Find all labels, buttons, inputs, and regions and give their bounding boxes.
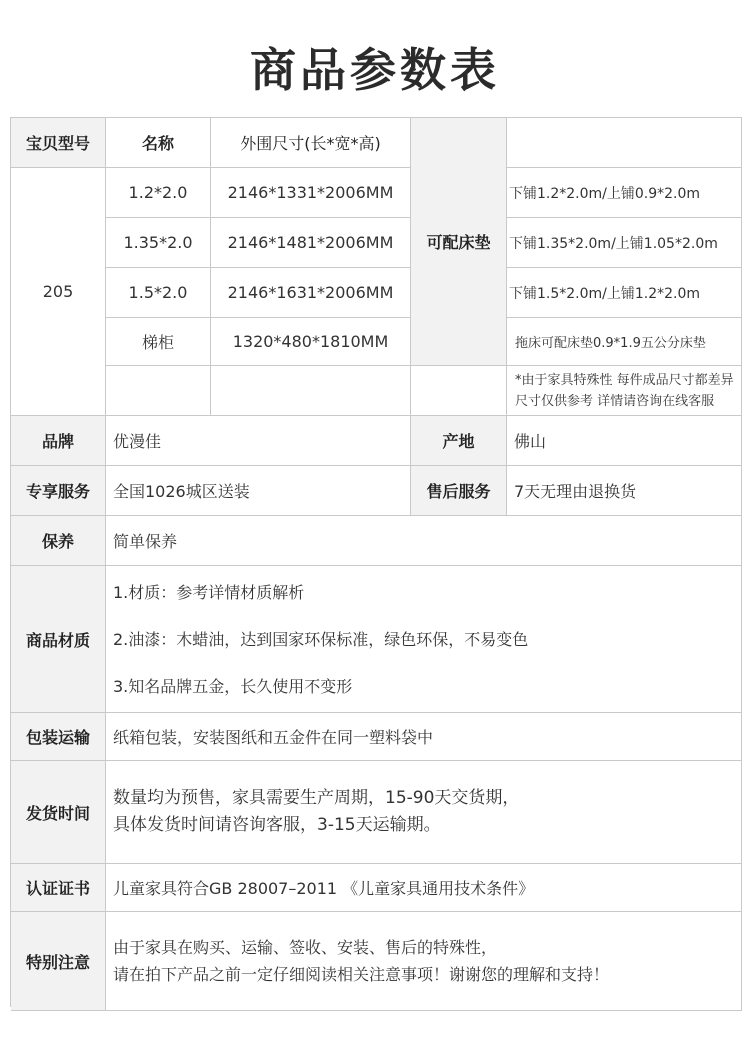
care-value: 简单保养 [106, 516, 742, 566]
material-line: 2.油漆：木蜡油，达到国家环保标准，绿色环保，不易变色 [113, 629, 529, 649]
delivery-line: 数量均为预售，家具需要生产周期，15-90天交货期， [113, 788, 520, 808]
header-size: 外围尺寸(长*宽*高) [211, 118, 411, 168]
size-note: *由于家具特殊性 每件成品尺寸都差异 尺寸仅供参考 详情请咨询在线客服 [507, 366, 742, 416]
notice-line: 请在拍下产品之前一定仔细阅读相关注意事项！谢谢您的理解和支持！ [113, 965, 610, 984]
material-line: 1.材质：参考详情材质解析 [113, 582, 305, 602]
material-line: 3.知名品牌五金，长久使用不变形 [113, 676, 353, 696]
brand-value: 优漫佳 [106, 416, 411, 466]
header-mattress: 可配床垫 [411, 118, 507, 366]
blank-cell [211, 366, 411, 416]
header-model: 宝贝型号 [11, 118, 106, 168]
notice-text [106, 912, 742, 1011]
delivery-text [106, 761, 742, 864]
delivery-line: 具体发货时间请咨询客服，3-15天运输期。 [113, 815, 441, 835]
origin-value: 佛山 [507, 416, 742, 466]
after-sales-value: 7天无理由退换货 [507, 466, 742, 516]
product-name: 梯柜 [106, 318, 211, 366]
product-name: 1.2*2.0 [106, 168, 211, 218]
parameter-table [10, 117, 742, 1007]
material-list [106, 566, 742, 713]
delivery-label: 发货时间 [11, 761, 106, 864]
header-name: 名称 [106, 118, 211, 168]
blank-cell [411, 366, 507, 416]
product-mattress: 下铺1.35*2.0m/上铺1.05*2.0m [507, 218, 742, 268]
certification-value: 儿童家具符合GB 28007–2011 《儿童家具通用技术条件》 [106, 864, 742, 912]
page-title: 商品参数表 [250, 43, 500, 97]
packing-label: 包装运输 [11, 713, 106, 761]
product-size: 2146*1631*2006MM [211, 268, 411, 318]
model-number: 205 [11, 168, 106, 416]
origin-label: 产地 [411, 416, 507, 466]
product-mattress: 下铺1.5*2.0m/上铺1.2*2.0m [507, 268, 742, 318]
product-size: 1320*480*1810MM [211, 318, 411, 366]
after-sales-label: 售后服务 [411, 466, 507, 516]
product-name: 1.5*2.0 [106, 268, 211, 318]
notice-label: 特别注意 [11, 912, 106, 1011]
blank-cell [106, 366, 211, 416]
product-size: 2146*1481*2006MM [211, 218, 411, 268]
notice-line: 由于家具在购买、运输、签收、安装、售后的特殊性， [113, 938, 498, 957]
product-mattress: 拖床可配床垫0.9*1.9五公分床垫 [507, 318, 742, 366]
service-label: 专享服务 [11, 466, 106, 516]
header-mattress-blank [507, 118, 742, 168]
product-name: 1.35*2.0 [106, 218, 211, 268]
care-label: 保养 [11, 516, 106, 566]
packing-value: 纸箱包装，安装图纸和五金件在同一塑料袋中 [106, 713, 742, 761]
service-value: 全国1026城区送装 [106, 466, 411, 516]
brand-label: 品牌 [11, 416, 106, 466]
certification-label: 认证证书 [11, 864, 106, 912]
material-label: 商品材质 [11, 566, 106, 713]
product-size: 2146*1331*2006MM [211, 168, 411, 218]
product-mattress: 下铺1.2*2.0m/上铺0.9*2.0m [507, 168, 742, 218]
